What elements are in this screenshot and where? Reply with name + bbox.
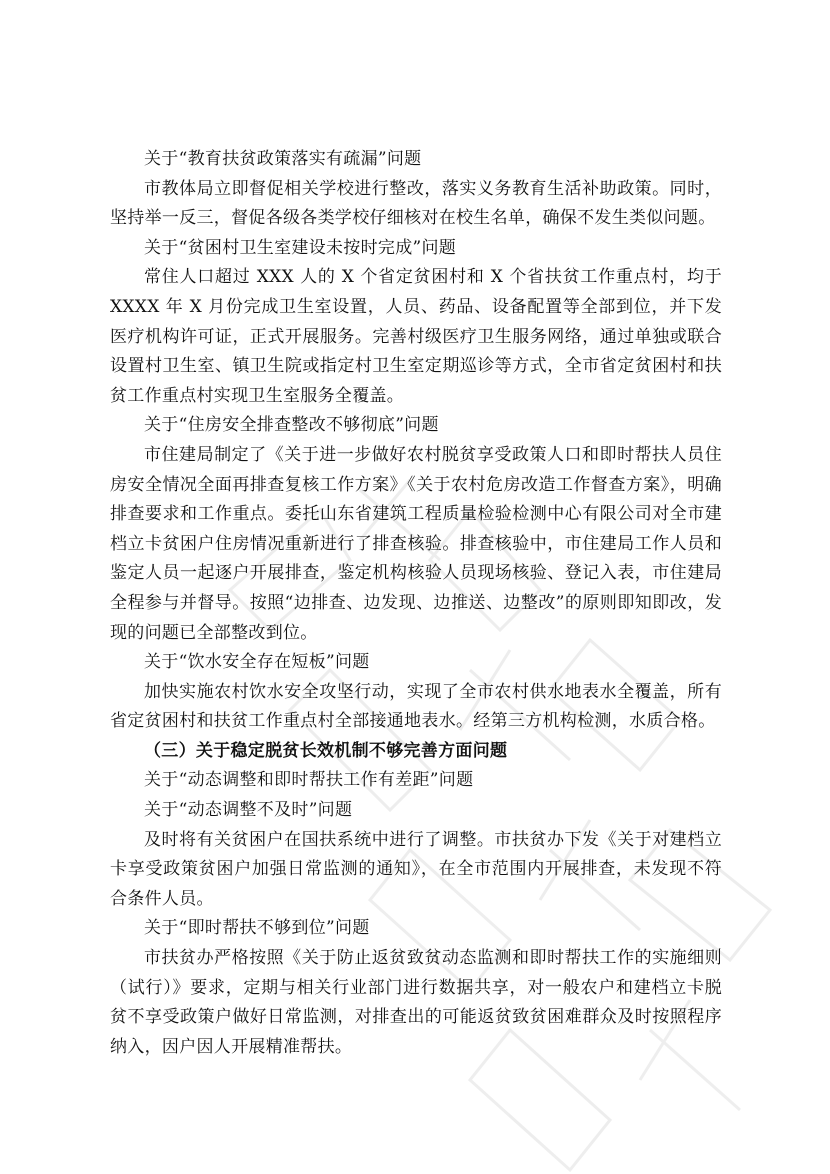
paragraph-4: 常住人口超过 XXX 人的 X 个省定贫困村和 X 个省扶贫工作重点村，均于 XXXX 年 X 月份完成卫生室设置，人员、药品、设备配置等全部到位，并下发医疗机构许可证，正式开展服务。完善村级医疗卫生服务网络，通过单独或联合设置村卫生室、镇卫生院或指定村卫生室定期巡诊等方式，全市省定贫困村和扶贫工作重点村实现卫生室服务全覆盖。	[110, 267, 722, 406]
paragraph-6: 市住建局制定了《关于进一步做好农村脱贫享受政策人口和即时帮扶人员住房安全情况全面再排查复核工作方案》《关于农村危房改造工作督查方案》，明确排查要求和工作重点。委托山东省建筑工程质量检验检测中心有限公司对全市建档立卡贫困户住房情况重新进行了排查核验。排查核验中，市住建局工作人员和鉴定人员一起逐户开展排查，鉴定机构核验人员现场核验、登记入表，市住建局全程参与并督导。按照“边排查、边发现、边推送、边整改”的原则即知即改，发现的问题已全部整改到位。	[110, 444, 722, 643]
section-heading: （三）关于稳定脱贫长效机制不够完善方面问题	[144, 740, 508, 761]
paragraph-2: 市教体局立即督促相关学校进行整改，落实义务教育生活补助政策。同时，坚持举一反三，督促各级各类学校仔细核对在校生名单，确保不发生类似问题。	[110, 178, 722, 229]
paragraph-12: 及时将有关贫困户在国扶系统中进行了调整。市扶贫办下发《关于对建档立卡享受政策贫困户加强日常监测的通知》，在全市范围内开展排查，未发现不符合条件人员。	[110, 829, 722, 909]
paragraph-8: 加快实施农村饮水安全攻坚行动，实现了全市农村供水地表水全覆盖，所有省定贫困村和扶贫工作重点村全部接通地表水。经第三方机构检测，水质合格。	[110, 681, 722, 732]
paragraph-10: 关于“动态调整和即时帮扶工作有差距”问题	[144, 770, 474, 791]
paragraph-14: 市扶贫办严格按照《关于防止返贫致贫动态监测和即时帮扶工作的实施细则（试行）》要求，定期与相关行业部门进行数据共享，对一般农户和建档立卡脱贫不享受政策户做好日常监测，对排查出的可能返贫致贫困难群众及时按照程序纳入，因户因人开展精准帮扶。	[110, 948, 722, 1057]
document-body	[110, 145, 722, 1062]
paragraph-1: 关于“教育扶贫政策落实有疏漏”问题	[144, 149, 422, 169]
paragraph-5: 关于“住房安全排查整改不够彻底”问题	[144, 415, 439, 436]
paragraph-7: 关于“饮水安全存在短板”问题	[144, 652, 370, 673]
paragraph-3: 关于“贫困村卫生室建设未按时完成”问题	[144, 237, 457, 258]
paragraph-11: 关于“动态调整不及时”问题	[144, 800, 353, 821]
paragraph-13: 关于“即时帮扶不够到位”问题	[144, 918, 370, 939]
